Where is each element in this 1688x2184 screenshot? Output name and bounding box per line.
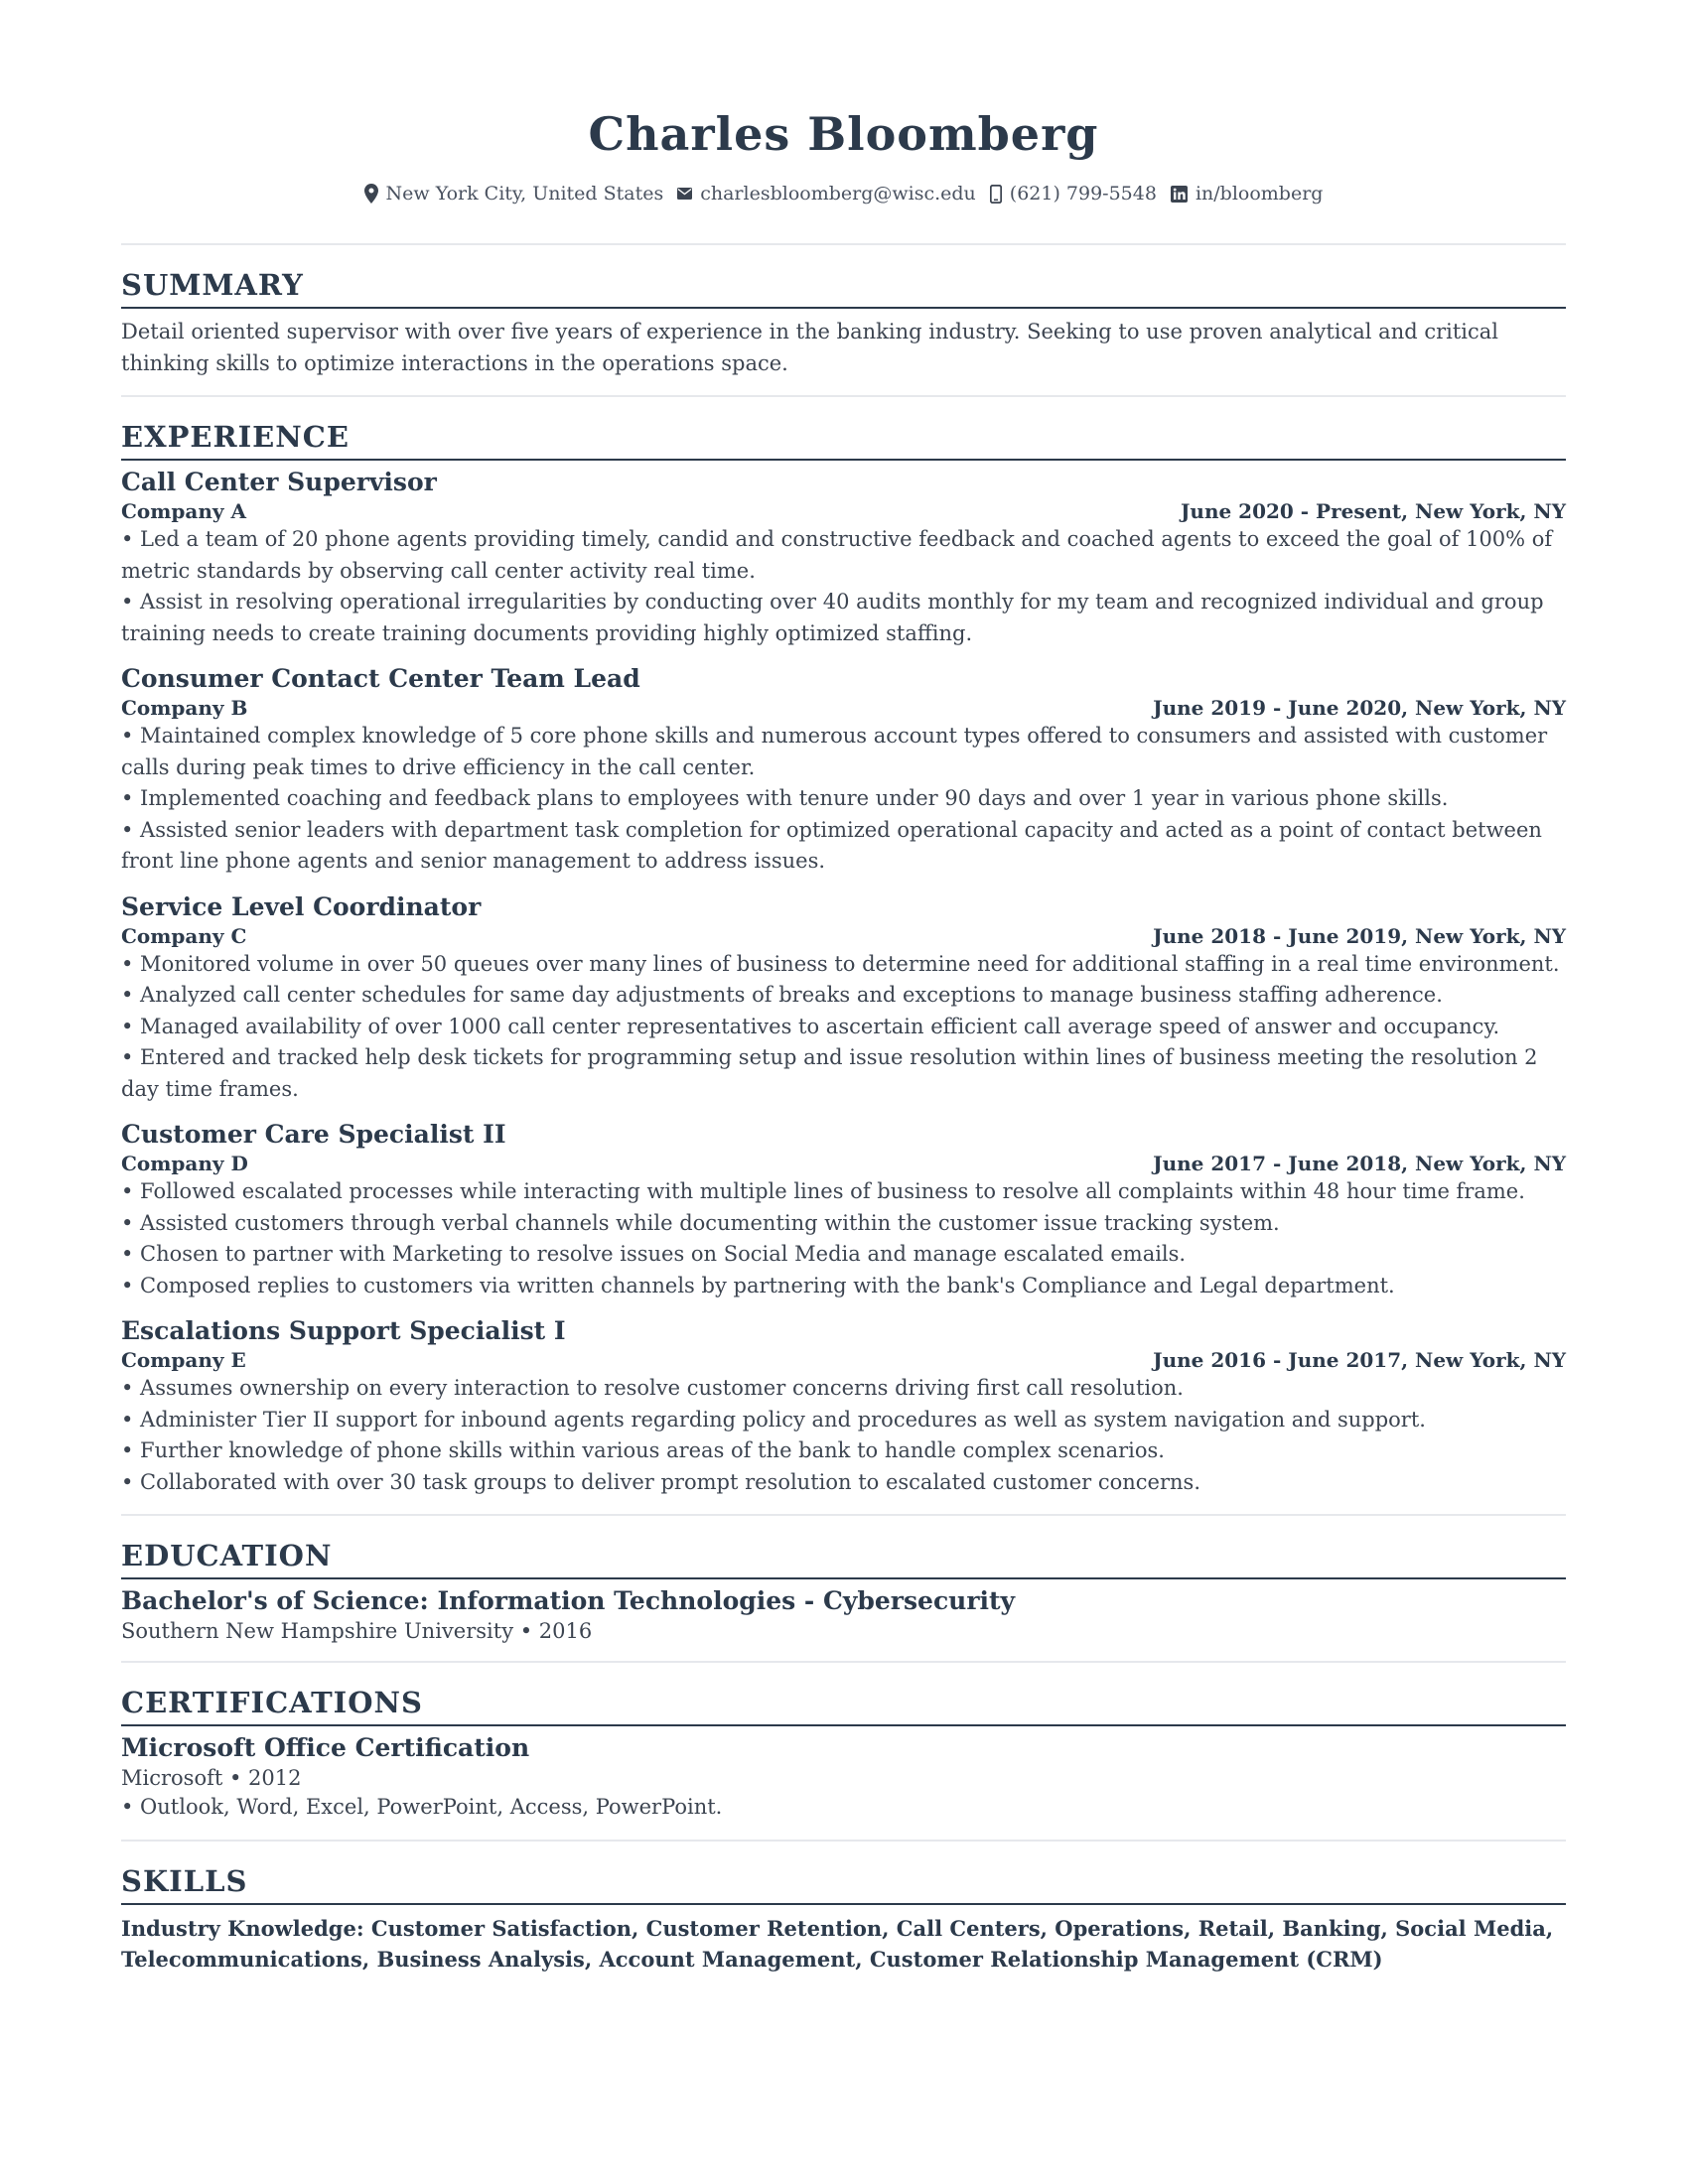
skills-section [121,1863,1566,1976]
job-meta [121,923,1566,949]
linkedin-link[interactable]: in/bloomberg [1195,183,1324,205]
phone-icon [990,185,1002,204]
certification-bullet: • Outlook, Word, Excel, PowerPoint, Access, PowerPoint. [121,1795,723,1819]
job-bullet: • Analyzed call center schedules for same day adjustments of breaks and exceptions to manage business staffing adherence. [121,983,1443,1007]
envelope-icon [677,188,692,200]
divider [121,1840,1566,1842]
contact-linkedin[interactable] [1171,181,1324,206]
job-meta [121,498,1566,524]
divider [121,243,1566,245]
contact-bar [121,181,1566,206]
education-section [121,1538,1566,1645]
certification-name: Microsoft Office Certification [121,1733,530,1762]
section-title-experience: EXPERIENCE [121,419,1566,461]
job-bullet: • Followed escalated processes while interacting with multiple lines of business to resolve all complaints within 48 hour time frame. [121,1179,1525,1203]
job-title: Service Level Coordinator [121,891,482,921]
section-title-certifications: CERTIFICATIONS [121,1685,1566,1726]
job-title: Escalations Support Specialist I [121,1316,566,1345]
job-meta [121,1151,1566,1176]
job-bullet: • Collaborated with over 30 task groups to deliver prompt resolution to escalated customer concerns. [121,1469,1200,1494]
section-title-skills: SKILLS [121,1863,1566,1905]
job-entry [121,1315,1566,1498]
job-bullet: • Assist in resolving operational irregularities by conducting over 40 audits monthly for my team and recognized individual and group training needs to create training documents providing highly optimized staffing. [121,590,1544,645]
job-dates: June 2016 - June 2017, New York, NY [1153,1348,1566,1372]
location-pin-icon [364,184,378,204]
job-bullet: • Maintained complex knowledge of 5 core phone skills and numerous account types offered to consumers and assisted with customer calls during peak times to drive efficiency in the call center. [121,724,1548,779]
divider [121,1514,1566,1516]
experience-section [121,419,1566,1498]
job-dates: June 2018 - June 2019, New York, NY [1153,923,1566,948]
job-entry [121,1119,1566,1301]
job-title: Call Center Supervisor [121,468,437,496]
job-dates: June 2017 - June 2018, New York, NY [1153,1152,1566,1175]
divider [121,395,1566,397]
job-bullet: • Assisted customers through verbal channels while documenting within the customer issue tracking system. [121,1210,1280,1235]
skills-text: Industry Knowledge: Customer Satisfaction, Customer Retention, Call Centers, Operations, Retail, Banking, Social Media, Telecommunications, Business Analysis, Account Management, Customer Relationship Management (CRM) [121,1915,1554,1972]
phone-text[interactable]: (621) 799-5548 [1009,183,1157,205]
job-company: Company C [121,923,247,948]
certification-issuer: Microsoft • 2012 [121,1766,302,1790]
education-school: Southern New Hampshire University • 2016 [121,1619,593,1643]
job-entry [121,663,1566,878]
location-text: New York City, United States [385,183,664,205]
candidate-name: Charles Bloomberg [588,107,1099,161]
job-dates: June 2020 - Present, New York, NY [1180,499,1566,523]
job-bullet: • Composed replies to customers via written channels by partnering with the bank's Compliance and Legal department. [121,1273,1395,1297]
job-company: Company B [121,696,248,720]
job-company: Company D [121,1152,248,1175]
job-entry [121,467,1566,649]
summary-section [121,267,1566,379]
certifications-section [121,1685,1566,1824]
contact-email[interactable] [677,181,976,206]
section-title-education: EDUCATION [121,1538,1566,1579]
divider [121,1661,1566,1663]
job-meta [121,695,1566,721]
job-bullet: • Assumes ownership on every interaction to resolve customer concerns driving first call resolution. [121,1376,1184,1400]
job-bullet: • Chosen to partner with Marketing to resolve issues on Social Media and manage escalated emails. [121,1242,1187,1266]
job-bullet: • Administer Tier II support for inbound agents regarding policy and procedures as well as system navigation and support. [121,1407,1426,1432]
summary-text: Detail oriented supervisor with over five years of experience in the banking industry. Seeking to use proven analytical and critical thinking skills to optimize interactions in the operations space. [121,320,1499,375]
job-bullet: • Further knowledge of phone skills within various areas of the bank to handle complex scenarios. [121,1438,1165,1462]
contact-location [364,181,664,206]
job-entry [121,891,1566,1106]
linkedin-icon [1171,186,1188,203]
section-title-summary: SUMMARY [121,267,1566,309]
job-company: Company A [121,499,247,523]
contact-phone[interactable] [990,181,1157,206]
education-degree: Bachelor's of Science: Information Technologies - Cybersecurity [121,1586,1016,1615]
job-company: Company E [121,1348,246,1372]
job-bullet: • Assisted senior leaders with department task completion for optimized operational capacity and acted as a point of contact between front line phone agents and senior management to address issues. [121,817,1542,873]
email-link[interactable]: charlesbloomberg@wisc.edu [700,183,976,205]
job-title: Customer Care Specialist II [121,1120,506,1149]
job-meta [121,1347,1566,1373]
job-title: Consumer Contact Center Team Lead [121,664,640,693]
job-bullet: • Led a team of 20 phone agents providing timely, candid and constructive feedback and coached agents to exceed the goal of 100% of metric standards by observing call center activity real time. [121,527,1553,583]
job-bullet: • Implemented coaching and feedback plans to employees with tenure under 90 days and over 1 year in various phone skills. [121,786,1449,810]
job-bullet: • Entered and tracked help desk tickets for programming setup and issue resolution within lines of business meeting the resolution 2 day time frames. [121,1045,1538,1101]
job-bullet: • Monitored volume in over 50 queues over many lines of business to determine need for additional staffing in a real time environment. [121,951,1560,976]
job-bullet: • Managed availability of over 1000 call center representatives to ascertain efficient call average speed of answer and occupancy. [121,1014,1500,1038]
job-dates: June 2019 - June 2020, New York, NY [1153,696,1566,720]
